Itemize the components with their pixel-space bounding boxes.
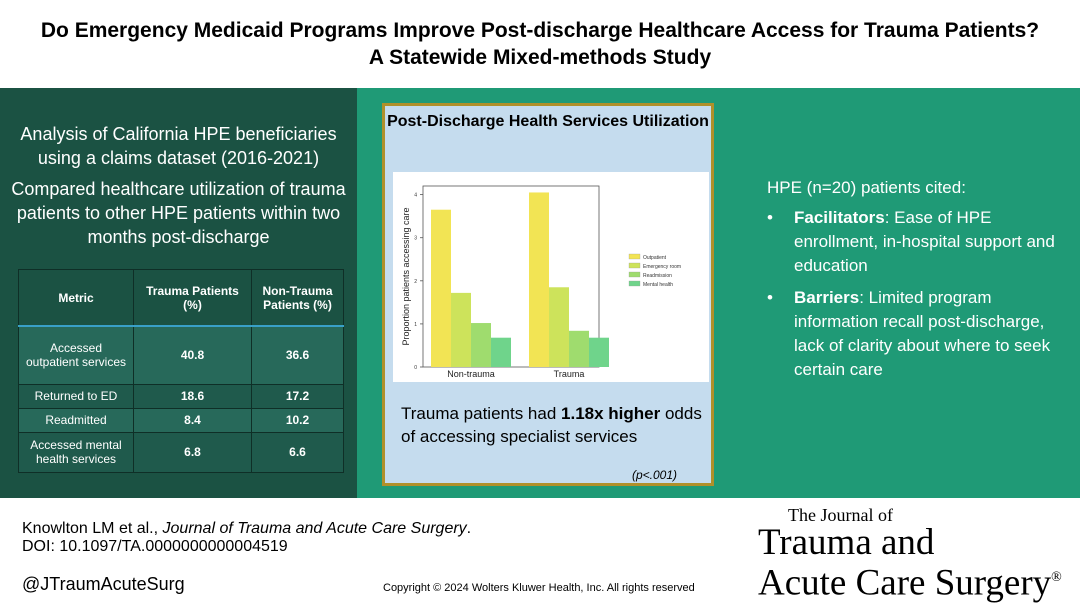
legend-label: Outpatient: [643, 255, 667, 261]
column-header-metric: Metric: [19, 270, 134, 327]
metric-cell: Returned to ED: [19, 384, 134, 408]
x-tick-label: Non-trauma: [447, 369, 495, 379]
p-value: (p<.001): [631, 468, 677, 482]
item-label: Barriers: [794, 288, 860, 307]
bar-non-trauma-outpatient: [431, 210, 451, 367]
citation: [22, 520, 471, 556]
qualitative-list: [767, 206, 1067, 390]
trauma-value: 40.8: [134, 326, 252, 384]
metric-cell: Accessed outpatient services: [19, 326, 134, 384]
item-text: : Limited program information recall post-discharge, lack of clarity about where to seek certain care: [794, 288, 1051, 379]
bar-trauma-emergency-room: [549, 287, 569, 367]
copyright: Copyright © 2024 Wolters Kluwer Health, Inc. All rights reserved: [383, 582, 695, 594]
finding-text-end: odds of accessing specialist services: [401, 404, 702, 446]
y-tick-label: 4: [414, 192, 417, 199]
metric-cell: Accessed mental health services: [19, 432, 134, 472]
legend-label: Mental health: [643, 282, 674, 288]
legend-swatch: [629, 263, 640, 268]
bar-trauma-outpatient: [529, 192, 549, 367]
y-tick-label: 1: [414, 321, 417, 328]
registered-mark: ®: [1051, 570, 1062, 585]
intro-dataset: Analysis of California HPE beneficiaries using a claims dataset (2016-2021): [20, 124, 337, 168]
utilization-table: [18, 269, 344, 473]
y-tick-label: 0: [414, 365, 417, 371]
finding-highlight: 1.18x higher: [561, 404, 661, 423]
bar-non-trauma-mental-health: [491, 338, 511, 367]
y-axis-label: Proportion patients accessing care: [401, 207, 411, 346]
qualitative-panel: [735, 88, 1080, 498]
journal-logo-line1: The Journal of: [788, 505, 893, 525]
bar-non-trauma-emergency-room: [451, 293, 471, 367]
table-header-row: [19, 270, 344, 327]
journal-logo-line3: [758, 559, 1062, 602]
journal-logo-line2: Trauma and: [758, 522, 935, 563]
item-label: Facilitators: [794, 208, 885, 227]
bar-non-trauma-readmission: [471, 323, 491, 367]
table-row: [19, 432, 344, 472]
column-header-non-trauma: Non-Trauma Patients (%): [252, 270, 344, 327]
list-item: [767, 206, 1067, 278]
intro-comparison: Compared healthcare utilization of trauma patients to other HPE patients within two months post-discharge: [11, 179, 346, 247]
metric-cell: Readmitted: [19, 408, 134, 432]
trauma-value: 6.8: [134, 432, 252, 472]
citation-doi: DOI: 10.1097/TA.0000000000004519: [22, 538, 288, 555]
table-row: [19, 326, 344, 384]
non-trauma-value: 36.6: [252, 326, 344, 384]
bar-trauma-mental-health: [589, 338, 609, 367]
trauma-value: 18.6: [134, 384, 252, 408]
page-title: Do Emergency Medicaid Programs Improve Post-discharge Healthcare Access for Trauma Patients? A Statewide Mixed-methods Study: [40, 19, 1040, 69]
citation-end: .: [466, 520, 472, 537]
item-text: : Ease of HPE enrollment, in-hospital support and education: [794, 208, 1055, 275]
legend-label: Readmission: [643, 273, 672, 279]
chart-panel: [357, 88, 735, 498]
key-finding: [401, 402, 711, 448]
x-tick-label: Trauma: [553, 369, 585, 379]
citation-authors: Knowlton LM et al.,: [22, 520, 163, 537]
list-item: [767, 286, 1067, 382]
chart-card: [382, 103, 714, 486]
social-handle[interactable]: @JTraumAcuteSurg: [22, 574, 185, 594]
trauma-value: 8.4: [134, 408, 252, 432]
journal-logo-name: Acute Care Surgery: [758, 562, 1052, 604]
finding-text: Trauma patients had: [401, 404, 562, 423]
non-trauma-value: 6.6: [252, 432, 344, 472]
bullet-icon: •: [767, 208, 773, 227]
study-design-panel: [0, 88, 357, 498]
bar-trauma-readmission: [569, 331, 589, 367]
table-row: [19, 408, 344, 432]
y-tick-label: 2: [414, 278, 417, 285]
study-description: [10, 122, 347, 256]
non-trauma-value: 17.2: [252, 384, 344, 408]
citation-journal: Journal of Trauma and Acute Care Surgery: [162, 520, 467, 537]
bullet-icon: •: [767, 288, 773, 307]
chart-area: [393, 172, 709, 382]
legend-swatch: [629, 254, 640, 259]
legend-swatch: [629, 272, 640, 277]
column-header-trauma: Trauma Patients (%): [134, 270, 252, 327]
chart-title: Post-Discharge Health Services Utilization: [387, 113, 709, 130]
y-tick-label: 3: [414, 235, 417, 242]
legend-label: Emergency room: [643, 264, 682, 270]
non-trauma-value: 10.2: [252, 408, 344, 432]
qualitative-heading: HPE (n=20) patients cited:: [767, 178, 966, 197]
citation-line: [22, 520, 471, 538]
legend-swatch: [629, 281, 640, 286]
table-row: [19, 384, 344, 408]
utilization-bar-chart: [393, 172, 709, 382]
